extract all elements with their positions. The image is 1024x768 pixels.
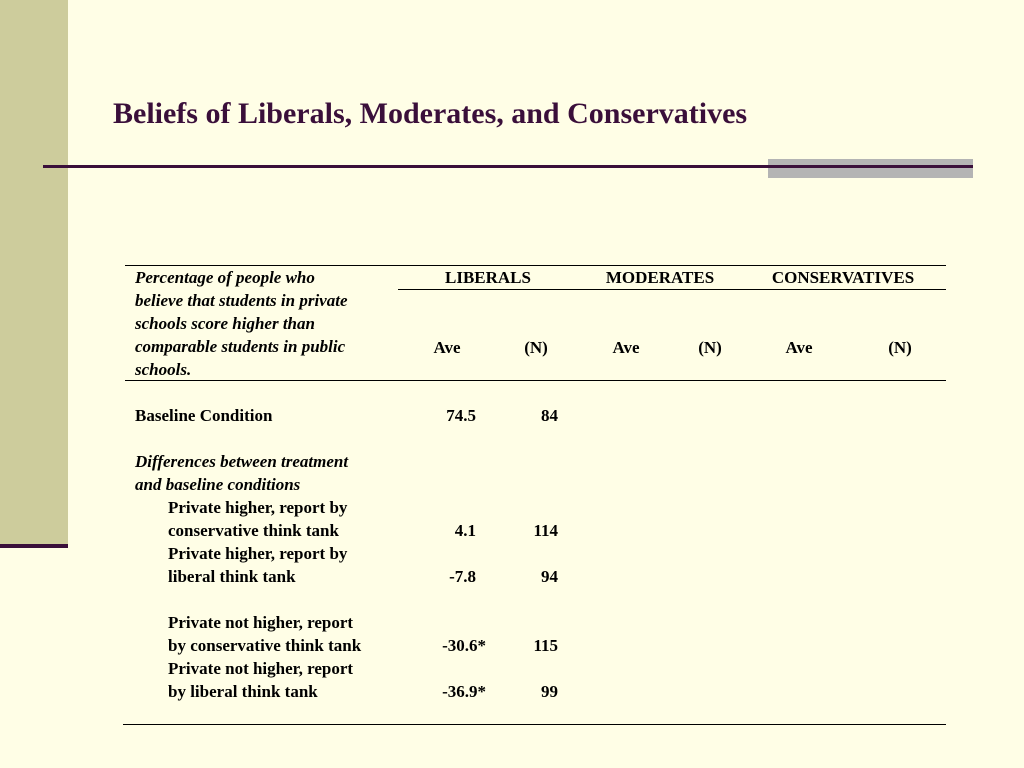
cell-n: 115 (533, 636, 558, 655)
corner-label-line: schools. (135, 360, 192, 379)
cell-ave: 4.1 (454, 521, 476, 540)
col-header-ave: Ave (785, 338, 813, 357)
row-label-line: Private higher, report by (168, 544, 348, 563)
slide-title: Beliefs of Liberals, Moderates, and Conservatives (113, 97, 748, 130)
cell-n-baseline: 84 (541, 406, 558, 425)
cell-ave: -7.8 (449, 567, 476, 586)
corner-label-line: schools score higher than (135, 314, 315, 333)
col-header-n: (N) (888, 338, 912, 357)
group-header-moderates: MODERATES (605, 268, 715, 287)
row-label-line: by liberal think tank (168, 682, 318, 701)
corner-label-line: comparable students in public (135, 337, 346, 356)
cell-n: 94 (541, 567, 558, 586)
section-heading-line: and baseline conditions (135, 475, 301, 494)
row-label-baseline: Baseline Condition (135, 406, 273, 425)
corner-label-line: Percentage of people who (135, 268, 315, 287)
cell-ave-baseline: 74.5 (446, 406, 476, 425)
group-header-conservatives: CONSERVATIVES (771, 268, 915, 287)
corner-label-line: believe that students in private (135, 291, 348, 310)
row-label-line: liberal think tank (168, 567, 296, 586)
table-bottom-rule (123, 724, 946, 725)
row-label-line: Private not higher, report (168, 659, 354, 678)
group-header-rule (398, 289, 946, 290)
cell-ave: -36.9* (442, 682, 486, 701)
col-header-ave: Ave (433, 338, 461, 357)
row-label-line: by conservative think tank (168, 636, 362, 655)
cell-n: 99 (541, 682, 558, 701)
cell-ave: -30.6* (442, 636, 486, 655)
row-label-line: Private higher, report by (168, 498, 348, 517)
cell-n: 114 (533, 521, 558, 540)
header-bottom-rule (125, 380, 946, 381)
row-label-line: Private not higher, report (168, 613, 354, 632)
row-label-line: conservative think tank (168, 521, 339, 540)
col-header-ave: Ave (612, 338, 640, 357)
section-heading-line: Differences between treatment (135, 452, 349, 471)
group-header-liberals: LIBERALS (445, 268, 531, 287)
col-header-n: (N) (524, 338, 548, 357)
col-header-n: (N) (698, 338, 722, 357)
